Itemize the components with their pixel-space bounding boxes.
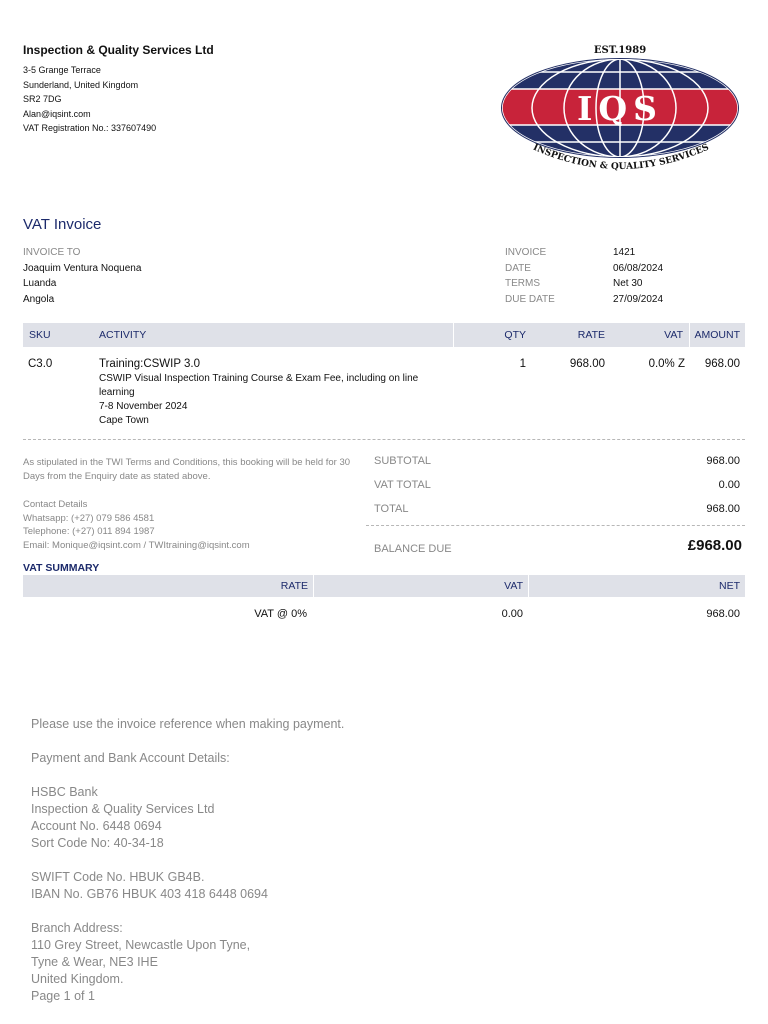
col-activity: ACTIVITY — [99, 329, 147, 341]
vat-total-label: VAT TOTAL — [374, 479, 431, 491]
vat-col-rate: RATE — [280, 580, 308, 592]
address-line: SR2 7DG — [23, 94, 62, 104]
date-label: DATE — [505, 262, 531, 274]
address-email: Alan@iqsint.com — [23, 108, 91, 119]
address-line: 3-5 Grange Terrace — [23, 65, 101, 75]
logo-tagline: INSPECTION & QUALITY SERVICES — [531, 142, 711, 173]
bill-to-label: INVOICE TO — [23, 247, 81, 258]
swift-code: SWIFT Code No. HBUK GB4B. — [31, 870, 205, 884]
sort-code: Sort Code No: 40-34-18 — [31, 836, 164, 850]
contact-whatsapp: Whatsapp: (+27) 079 586 4581 — [23, 512, 155, 524]
table-row — [23, 356, 745, 431]
col-sku: SKU — [29, 329, 51, 341]
branch-region: Tyne & Wear, NE3 IHE — [31, 955, 158, 969]
document-title: VAT Invoice — [23, 216, 102, 233]
logo-est-text: EST.1989 — [593, 45, 647, 56]
item-vat: 0.0% Z — [648, 358, 685, 370]
subtotal-value: 968.00 — [706, 455, 740, 467]
logo-letters: IQS — [576, 89, 664, 128]
vat-col-net: NET — [719, 580, 740, 592]
invoice-meta-labels — [505, 245, 555, 307]
invoice-number: 1421 — [613, 247, 636, 258]
company-name: Inspection & Quality Services Ltd — [23, 43, 214, 57]
vat-summary-title: VAT SUMMARY — [23, 562, 100, 574]
payment-reference-note: Please use the invoice reference when making payment. — [31, 717, 345, 731]
subtotal-label: SUBTOTAL — [374, 455, 432, 467]
customer-name: Joaquim Ventura Noquena — [23, 262, 142, 274]
contact-telephone: Telephone: (+27) 011 894 1987 — [23, 526, 155, 537]
items-table-header — [23, 323, 745, 347]
contact-email: Email: Monique@iqsint.com / TWItraining@iqsint.com — [23, 539, 250, 551]
item-desc-line: Cape Town — [99, 415, 149, 426]
company-address — [23, 63, 156, 136]
total-label: TOTAL — [374, 503, 409, 515]
branch-country: United Kingdom. — [31, 972, 124, 986]
invoice-meta-values — [613, 245, 663, 307]
iqs-logo — [498, 42, 742, 178]
vat-total-value: 0.00 — [718, 479, 740, 491]
col-vat: VAT — [664, 329, 683, 341]
item-rate: 968.00 — [569, 358, 605, 370]
item-description — [99, 372, 449, 428]
payment-instructions — [31, 716, 344, 988]
divider — [366, 525, 745, 526]
due-date-label: DUE DATE — [505, 293, 555, 305]
item-qty: 1 — [519, 358, 526, 370]
customer-city: Luanda — [23, 278, 57, 289]
item-desc-line: 7-8 November 2024 — [99, 401, 188, 412]
balance-due-value: £968.00 — [687, 537, 742, 554]
item-desc-line: CSWIP Visual Inspection Training Course & Exam Fee, including on line learning — [99, 373, 419, 398]
customer-country: Angola — [23, 293, 55, 305]
page-number: Page 1 of 1 — [31, 989, 95, 1003]
vat-row-net: 968.00 — [706, 608, 740, 620]
bank-details-heading: Payment and Bank Account Details: — [31, 751, 230, 765]
vat-col-vat: VAT — [504, 580, 523, 592]
account-number: Account No. 6448 0694 — [31, 819, 162, 833]
vat-registration: VAT Registration No.: 337607490 — [23, 123, 157, 133]
bank-name: HSBC Bank — [31, 785, 98, 799]
balance-due-label: BALANCE DUE — [374, 543, 452, 555]
branch-heading: Branch Address: — [31, 921, 123, 935]
iban: IBAN No. GB76 HBUK 403 418 6448 0694 — [31, 887, 268, 901]
invoice-date: 06/08/2024 — [613, 262, 664, 274]
invoice-number-label: INVOICE — [505, 247, 547, 258]
bill-to-block — [23, 245, 141, 307]
col-rate: RATE — [577, 329, 605, 341]
col-qty: QTY — [504, 329, 526, 341]
account-name: Inspection & Quality Services Ltd — [31, 802, 215, 816]
contact-details — [23, 498, 250, 552]
booking-note: As stipulated in the TWI Terms and Conditions, this booking will be held for 30 Days from the Enquiry date as stated above. — [23, 457, 351, 482]
contact-heading: Contact Details — [23, 499, 88, 510]
total-value: 968.00 — [706, 503, 740, 515]
item-amount: 968.00 — [704, 358, 740, 370]
vat-summary-header — [23, 575, 745, 597]
address-line: Sunderland, United Kingdom — [23, 79, 139, 90]
item-activity: Training:CSWIP 3.0 — [99, 358, 200, 370]
item-sku: C3.0 — [28, 358, 53, 370]
vat-row-vat: 0.00 — [501, 608, 523, 620]
invoice-terms: Net 30 — [613, 278, 643, 289]
divider — [23, 439, 745, 440]
terms-label: TERMS — [505, 278, 540, 289]
invoice-due-date: 27/09/2024 — [613, 293, 664, 305]
branch-street: 110 Grey Street, Newcastle Upon Tyne, — [31, 938, 251, 952]
vat-row-rate: VAT @ 0% — [254, 608, 307, 620]
col-amount: AMOUNT — [694, 329, 740, 341]
